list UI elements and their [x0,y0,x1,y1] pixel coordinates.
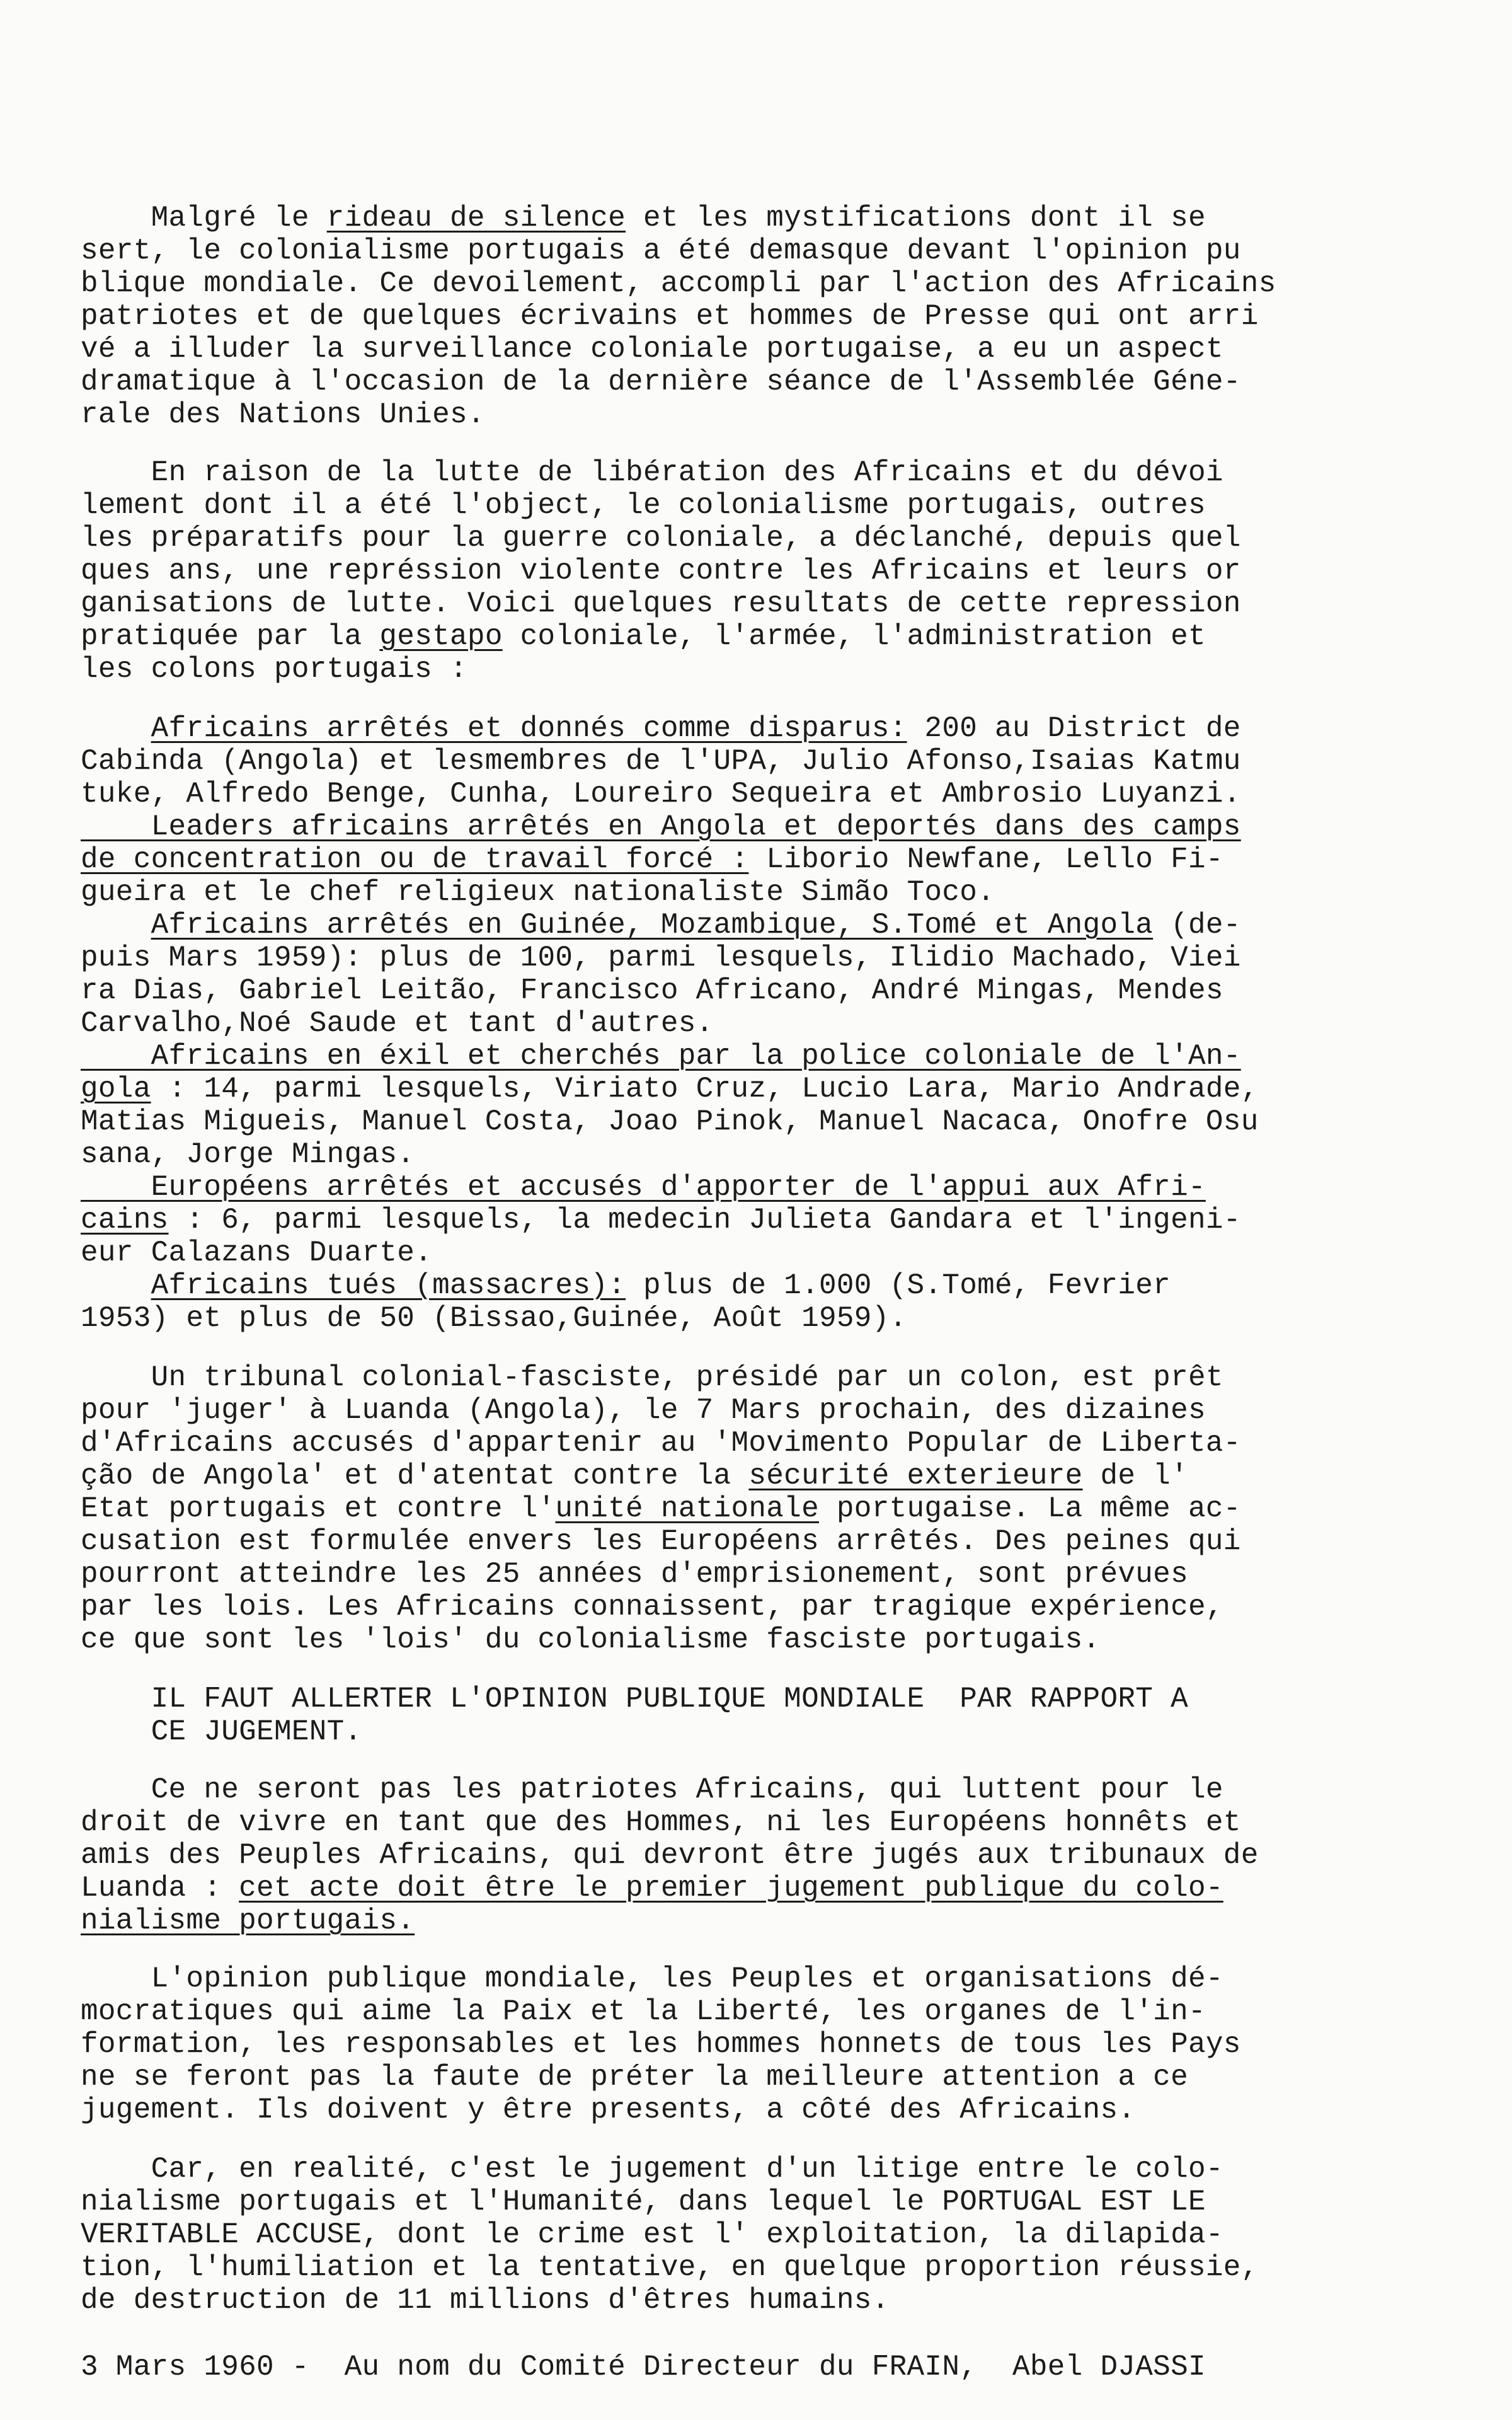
underlined-phrase: sécurité exterieure [748,1460,1083,1492]
text-line: amis des Peuples Africains, qui devront être jugés aux tribunaux de [81,1839,1259,1872]
text-line: lement dont il a été l'object, le colonialisme portugais, outres [81,489,1206,522]
text-line: ção de Angola' et d'atentat contre la sécurité exterieure de l' [81,1460,1188,1492]
text-line: Un tribunal colonial-fasciste, présidé par un colon, est prêt [81,1361,1223,1394]
text-line: formation, les responsables et les hommes honnets de tous les Pays [81,2028,1241,2061]
text-line: les colons portugais : [81,653,467,686]
underlined-phrase: nialisme portugais. [81,1904,415,1937]
text-line [81,1204,1241,1236]
text-line [81,1269,1171,1302]
text-line [81,909,1241,942]
text-line: Ce ne seront pas les patriotes Africains, qui luttent pour le [81,1773,1223,1806]
text-line: nialisme portugais et l'Humanité, dans lequel le PORTUGAL EST LE [81,2186,1206,2218]
text-line: mocratiques qui aime la Paix et la Liberté, les organes de l'in- [81,1995,1206,2028]
text-line: blique mondiale. Ce devoilement, accompli par l'action des Africains [81,267,1276,300]
text-run: plus de 1.000 (S.Tomé, Fevrier [626,1269,1171,1302]
text-line: eur Calazans Duarte. [81,1236,433,1269]
underlined-heading: Leaders africains arrêtés en Angola et deportés dans des camps [81,810,1241,843]
text-line: En raison de la lutte de libération des Africains et du dévoi [81,456,1223,489]
underlined-heading: Européens arrêtés et accusés d'apporter de l'appui aux Afri- [81,1171,1206,1204]
text-line: Matias Migueis, Manuel Costa, Joao Pinok, Manuel Nacaca, Onofre Osu [81,1105,1259,1138]
text-line: ne se feront pas la faute de préter la meilleure attention a ce [81,2061,1188,2094]
text-line: pratiquée par la gestapo coloniale, l'armée, l'administration et [81,620,1206,653]
text-line: 1953) et plus de 50 (Bissao,Guinée, Août 1959). [81,1302,907,1335]
text-line: dramatique à l'occasion de la dernière séance de l'Assemblée Géne- [81,366,1241,398]
text-line: tion, l'humiliation et la tentative, en quelque proportion réussie, [81,2251,1259,2284]
underlined-phrase: unité nationale [555,1492,819,1525]
text-line: ganisations de lutte. Voici quelques resultats de cette repression [81,587,1241,620]
text-run: coloniale, l'armée, l'administration et [502,620,1206,653]
text-line: puis Mars 1959): plus de 100, parmi lesquels, Ilidio Machado, Viei [81,942,1241,974]
text-run: : 6, parmi lesquels, la medecin Julieta Gandara et l'ingeni- [168,1204,1241,1236]
underlined-heading: Africains en éxil et cherchés par la police coloniale de l'An- [81,1040,1241,1073]
text-line: sert, le colonialisme portugais a été demasque devant l'opinion pu [81,234,1241,267]
underlined-heading: Africains arrêtés et donnés comme disparus: [151,712,907,745]
text-run: (de- [1153,909,1241,942]
text-line: Cabinda (Angola) et lesmembres de l'UPA, Julio Afonso,Isaias Katmu [81,745,1241,778]
text-line: Malgré le rideau de silence et les mystifications dont il se [81,202,1206,234]
text-line: droit de vivre en tant que des Hommes, ni les Européens honnêts et [81,1806,1241,1839]
text-line: tuke, Alfredo Benge, Cunha, Loureiro Sequeira et Ambrosio Luyanzi. [81,778,1241,810]
text-run: et les mystifications dont il se [626,202,1206,234]
text-run: Liborio Newfane, Lello Fi- [748,843,1223,876]
text-line: Car, en realité, c'est le jugement d'un litige entre le colo- [81,2153,1223,2186]
text-line: cusation est formulée envers les Européens arrêtés. Des peines qui [81,1525,1241,1558]
text-line: ra Dias, Gabriel Leitão, Francisco Africano, André Mingas, Mendes [81,974,1223,1007]
text-line: les préparatifs pour la guerre coloniale, a déclanché, depuis quel [81,522,1241,555]
text-line: L'opinion publique mondiale, les Peuples et organisations dé- [81,1962,1223,1995]
text-run: de l' [1082,1460,1188,1492]
underlined-heading: Africains arrêtés en Guinée, Mozambique, S.Tomé et Angola [151,909,1154,942]
text-line: Carvalho,Noé Saude et tant d'autres. [81,1007,714,1040]
underlined-heading: Africains tués (massacres): [151,1269,626,1302]
underlined-heading: gola [81,1073,151,1105]
text-line: gueira et le chef religieux nationaliste Simão Toco. [81,876,995,909]
underlined-heading: cains [81,1204,169,1236]
text-line: VERITABLE ACCUSE, dont le crime est l' exploitation, la dilapida- [81,2218,1223,2251]
text-run: portugaise. La même ac- [819,1492,1241,1525]
text-line: rale des Nations Unies. [81,398,485,431]
text-line: ques ans, une représsion violente contre les Africains et leurs or [81,555,1241,587]
text-line [81,1073,1259,1105]
underlined-heading: de concentration ou de travail forcé : [81,843,749,876]
text-line: d'Africains accusés d'appartenir au 'Movimento Popular de Liberta- [81,1427,1241,1460]
underlined-phrase: rideau de silence [326,202,626,234]
text-line: de destruction de 11 millions d'êtres humains. [81,2284,890,2317]
signature-line: 3 Mars 1960 - Au nom du Comité Directeur du FRAIN, Abel DJASSI [81,2351,1206,2383]
text-line: ce que sont les 'lois' du colonialisme fasciste portugais. [81,1623,1101,1656]
text-run: : 14, parmi lesquels, Viriato Cruz, Lucio Lara, Mario Andrade, [151,1073,1259,1105]
underlined-phrase: gestapo [379,620,503,653]
text-line [81,712,1241,745]
underlined-phrase: cet acte doit être le premier jugement publique du colo- [239,1872,1223,1904]
text-line: CE JUGEMENT. [81,1715,362,1748]
text-line: sana, Jorge Mingas. [81,1138,415,1171]
text-line: patriotes et de quelques écrivains et hommes de Presse qui ont arri [81,300,1259,333]
text-line: jugement. Ils doivent y être presents, a côté des Africains. [81,2094,1136,2126]
text-line: IL FAUT ALLERTER L'OPINION PUBLIQUE MONDIALE PAR RAPPORT A [81,1683,1188,1715]
text-line: Etat portugais et contre l'unité nationale portugaise. La même ac- [81,1492,1241,1525]
text-line: par les lois. Les Africains connaissent, par tragique expérience, [81,1591,1223,1623]
text-line [81,843,1223,876]
text-line: pour 'juger' à Luanda (Angola), le 7 Mars prochain, des dizaines [81,1394,1206,1427]
text-line: vé a illuder la surveillance coloniale portugaise, a eu un aspect [81,333,1223,366]
text-line: pourront atteindre les 25 années d'emprisionement, sont prévues [81,1558,1188,1591]
text-run: 200 au District de [907,712,1241,745]
text-line: Luanda : cet acte doit être le premier jugement publique du colo- [81,1872,1223,1904]
